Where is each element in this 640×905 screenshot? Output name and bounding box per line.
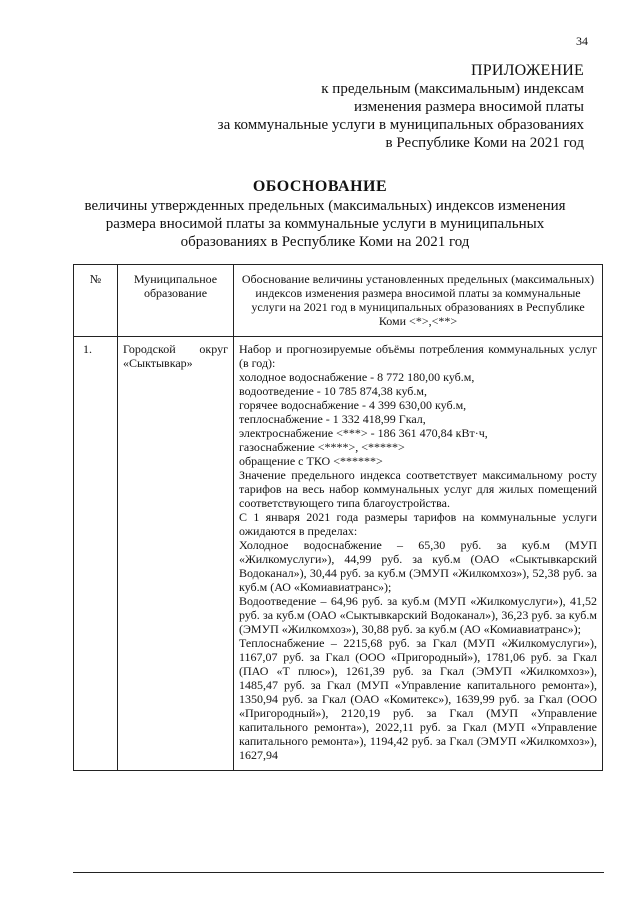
row-justification	[234, 337, 603, 771]
paragraph-heat-supply: Теплоснабжение – 2215,68 руб. за Гкал (МУП «Жилкомуслуги»), 1167,07 руб. за Гкал (ООО «Пригородный»), 1781,06 руб. за Гкал (ПАО «Т плюс»), 1261,39 руб. за Гкал (ЭМУП «Жилкомхоз»), 1485,47 руб. за Гкал (МУП «Управление капитального ремонта»), 1350,94 руб. за Гкал (ОАО «Комитекс»), 1639,99 руб. за Гкал (ООО «Пригородный»), 2120,19 руб. за Гкал (МУП «Управление капитального ремонта»), 2022,11 руб. за Гкал (МУП «Управление капитального ремонта»), 1194,42 руб. за Гкал (ЭМУП «Жилкомхоз»), 1627,94	[239, 636, 597, 762]
consumption-line: теплоснабжение - 1 332 418,99 Гкал,	[239, 412, 426, 426]
appendix-line: в Республике Коми на 2021 год	[385, 135, 584, 151]
paragraph-sewerage: Водоотведение – 64,96 руб. за куб.м (МУП «Жилкомуслуги»), 41,52 руб. за куб.м (ОАО «Сыктывкарский Водоканал»), 36,23 руб. за куб.м (ЭМУП «Жилкомхоз»), 30,88 руб. за куб.м (АО «Комиавиатранс»);	[239, 594, 597, 636]
header-justification: Обоснование величины установленных предельных (максимальных) индексов изменения размера вносимой платы за коммунальные услуги на 2021 год в муниципальных образованиях в Республике Коми <*>,<**>	[234, 265, 603, 337]
consumption-line: водоотведение - 10 785 874,38 куб.м,	[239, 384, 427, 398]
header-municipality: Муниципальное образование	[118, 265, 234, 337]
justification-table	[73, 264, 603, 771]
row-municipality: Городской округ «Сыктывкар»	[118, 337, 234, 771]
consumption-line: холодное водоснабжение - 8 772 180,00 куб.м,	[239, 370, 475, 384]
appendix-header	[144, 62, 584, 152]
subtitle-line: величины утвержденных предельных (максимальных) индексов изменения	[84, 198, 566, 214]
page-number: 34	[576, 34, 588, 48]
document-subtitle	[70, 197, 580, 251]
appendix-heading: ПРИЛОЖЕНИЕ	[470, 62, 584, 79]
consumption-intro: Набор и прогнозируемые объёмы потребления коммунальных услуг (в год):	[239, 342, 597, 370]
row-number: 1.	[74, 337, 118, 771]
paragraph-cold-water: Холодное водоснабжение – 65,30 руб. за куб.м (МУП «Жилкомуслуги»), 44,99 руб. за куб.м (ОАО «Сыктывкарский Водоканал»), 30,44 руб. за куб.м (ЭМУП «Жилкомхоз»), 52,38 руб. за куб.м (АО «Комиавиатранс»);	[239, 538, 597, 594]
appendix-line: к предельным (максимальным) индексам	[321, 81, 584, 97]
consumption-line: горячее водоснабжение - 4 399 630,00 куб.м,	[239, 398, 467, 412]
paragraph-tariff-intro: С 1 января 2021 года размеры тарифов на коммунальные услуги ожидаются в пределах:	[239, 510, 597, 538]
subtitle-line: размера вносимой платы за коммунальные услуги в муниципальных	[105, 216, 545, 232]
table-header-row	[74, 265, 603, 337]
consumption-line: газоснабжение <****>, <*****>	[239, 440, 405, 454]
header-number: №	[74, 265, 118, 337]
consumption-line: обращение с ТКО <******>	[239, 454, 383, 468]
document-title: ОБОСНОВАНИЕ	[252, 178, 388, 195]
subtitle-line: образованиях в Республике Коми на 2021 год	[180, 234, 470, 250]
table-row	[74, 337, 603, 771]
appendix-line: изменения размера вносимой платы	[353, 99, 584, 115]
consumption-line: электроснабжение <***> - 186 361 470,84 кВт·ч,	[239, 426, 488, 440]
table-bottom-border	[73, 872, 604, 873]
appendix-line: за коммунальные услуги в муниципальных образованиях	[217, 117, 584, 133]
paragraph-index-note: Значение предельного индекса соответствует максимальному росту тарифов на весь набор коммунальных услуг для жилых помещений соответствующего типа благоустройства.	[239, 468, 597, 510]
